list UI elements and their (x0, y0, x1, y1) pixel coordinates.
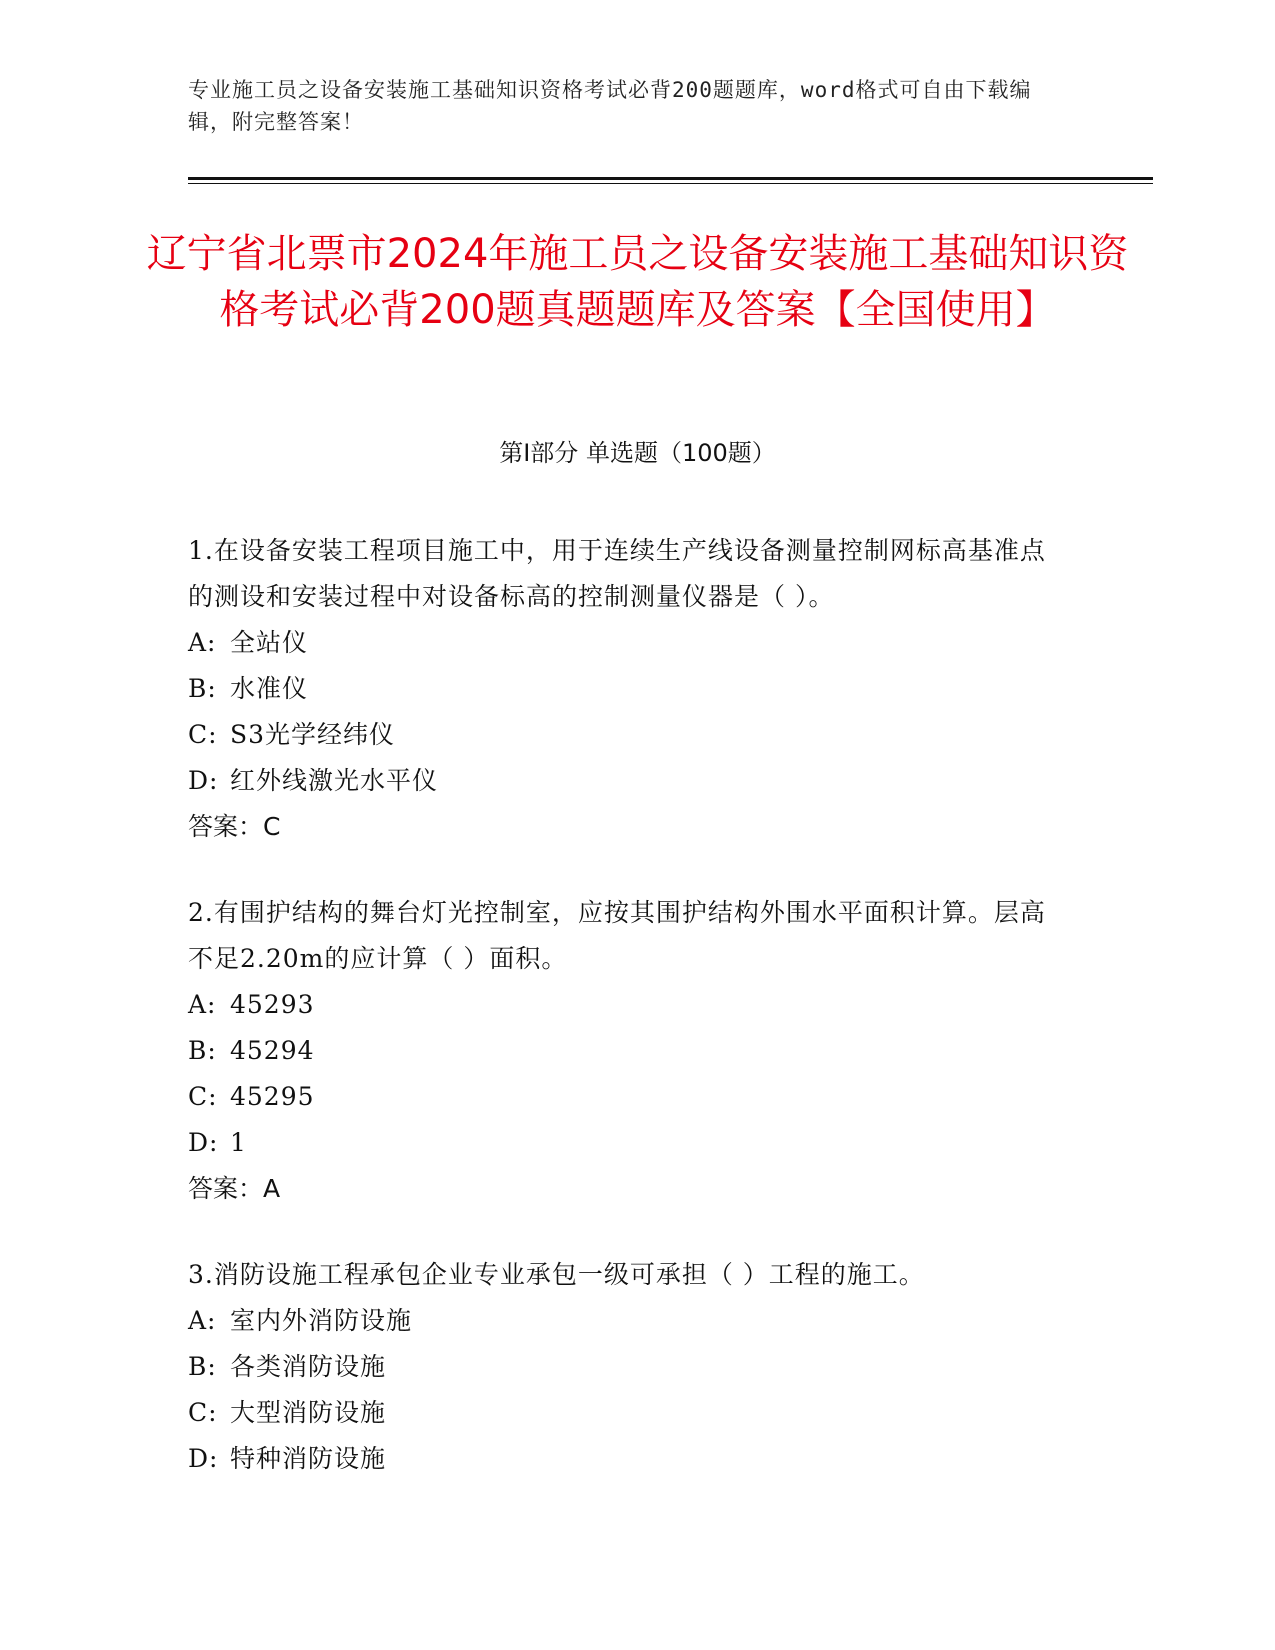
question-stem: 1.在设备安装工程项目施工中，用于连续生产线设备测量控制网标高基准点的测设和安装过程中对设备标高的控制测量仪器是（ ）。 (188, 536, 1046, 611)
option-c (188, 1074, 1068, 1120)
option-text: 室内外消防设施 (230, 1306, 413, 1335)
question-stem: 2.有围护结构的舞台灯光控制室，应按其围护结构外围水平面积计算。层高不足2.20m的应计算（ ）面积。 (188, 898, 1046, 973)
question-list (188, 528, 1068, 1522)
option-key: C: (188, 720, 218, 749)
option-c (188, 712, 1068, 758)
option-key: C: (188, 1398, 218, 1427)
option-a (188, 620, 1068, 666)
option-key: A: (188, 990, 217, 1019)
option-text: 大型消防设施 (230, 1398, 387, 1427)
question-1 (188, 528, 1068, 850)
answer-line: 答案：A (188, 1174, 281, 1203)
option-key: B: (188, 1352, 217, 1381)
question-3 (188, 1252, 1068, 1482)
option-text: 45295 (230, 1082, 315, 1111)
option-text: S3光学经纬仪 (230, 720, 396, 749)
answer-line: 答案：C (188, 812, 281, 841)
question-stem: 3.消防设施工程承包企业专业承包一级可承担（ ）工程的施工。 (188, 1260, 925, 1289)
option-d (188, 1436, 1068, 1482)
header-note: 专业施工员之设备安装施工基础知识资格考试必背200题题库，word格式可自由下载编辑，附完整答案！ (188, 78, 1032, 134)
option-c (188, 1390, 1068, 1436)
document-title: 辽宁省北票市2024年施工员之设备安装施工基础知识资格考试必背200题真题题库及答案【全国使用】 (146, 231, 1129, 333)
option-a (188, 1298, 1068, 1344)
option-text: 全站仪 (230, 628, 309, 657)
option-b (188, 1344, 1068, 1390)
option-d (188, 758, 1068, 804)
section-heading: 第I部分 单选题（100题） (499, 439, 776, 467)
option-a (188, 982, 1068, 1028)
option-d (188, 1120, 1068, 1166)
option-text: 45294 (230, 1036, 315, 1065)
option-b (188, 666, 1068, 712)
option-key: D: (188, 1444, 219, 1473)
option-key: B: (188, 674, 217, 703)
header-rule-thin (188, 183, 1153, 184)
option-text: 45293 (230, 990, 315, 1019)
question-2 (188, 890, 1068, 1212)
option-text: 红外线激光水平仪 (230, 766, 439, 795)
option-key: C: (188, 1082, 218, 1111)
option-b (188, 1028, 1068, 1074)
option-text: 特种消防设施 (230, 1444, 387, 1473)
option-key: A: (188, 1306, 217, 1335)
option-text: 1 (230, 1128, 247, 1157)
option-key: B: (188, 1036, 217, 1065)
option-text: 各类消防设施 (230, 1352, 387, 1381)
option-text: 水准仪 (230, 674, 309, 703)
option-key: D: (188, 1128, 219, 1157)
header-rule-thick (188, 177, 1153, 180)
option-key: A: (188, 628, 217, 657)
option-key: D: (188, 766, 219, 795)
